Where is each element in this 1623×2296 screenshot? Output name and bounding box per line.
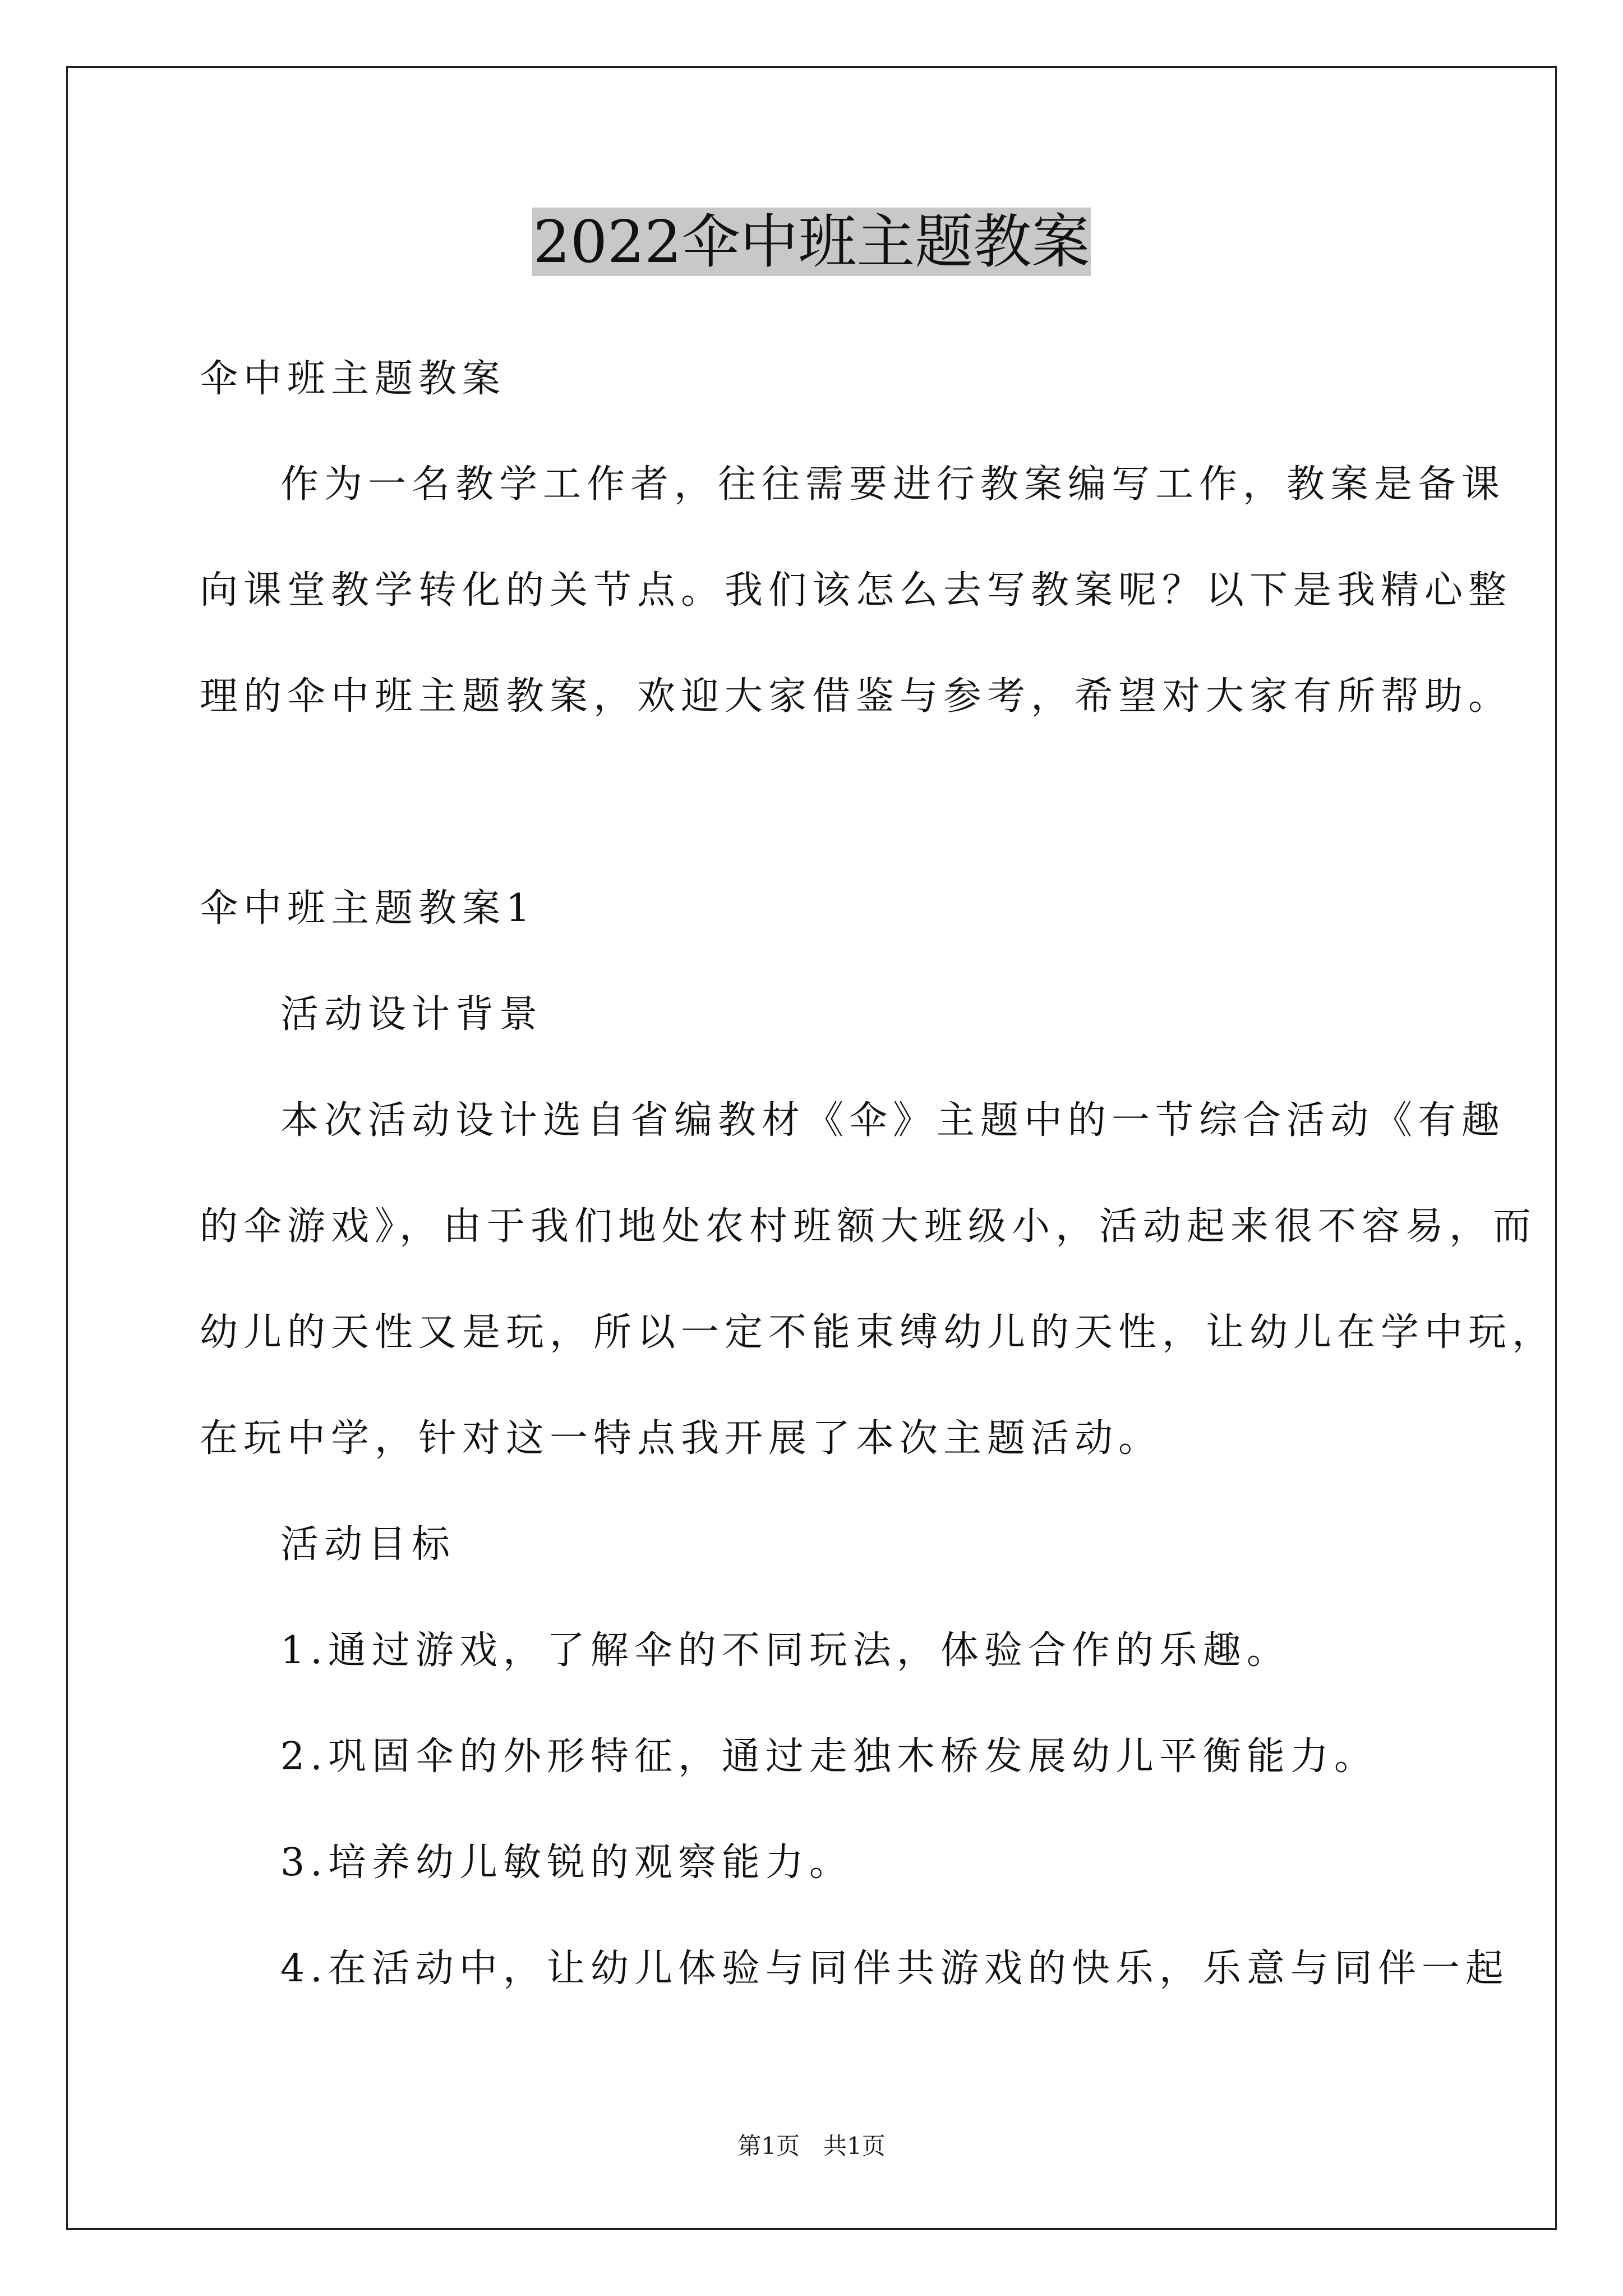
list-item: 1.通过游戏，了解伞的不同玩法，体验合作的乐趣。 bbox=[280, 1628, 1290, 1673]
paragraph-line: 本次活动设计选自省编教材《伞》主题中的一节综合活动《有趣 bbox=[280, 1098, 1506, 1143]
paragraph-line: 的伞游戏》，由于我们地处农村班额大班级小，活动起来很不容易，而 bbox=[200, 1204, 1537, 1249]
subsection-heading: 活动目标 bbox=[280, 1522, 456, 1567]
list-item: 4.在活动中，让幼儿体验与同伴共游戏的快乐，乐意与同伴一起 bbox=[280, 1947, 1509, 1991]
paragraph-line: 在玩中学，针对这一特点我开展了本次主题活动。 bbox=[200, 1416, 1163, 1461]
paragraph-line: 理的伞中班主题教案，欢迎大家借鉴与参考，希望对大家有所帮助。 bbox=[200, 674, 1513, 719]
paragraph-line: 向课堂教学转化的关节点。我们该怎么去写教案呢？以下是我精心整 bbox=[200, 568, 1513, 613]
list-item: 3.培养幼儿敏锐的观察能力。 bbox=[280, 1841, 853, 1885]
section-heading: 伞中班主题教案 bbox=[200, 357, 506, 401]
document-title: 2022伞中班主题教案 bbox=[533, 208, 1090, 276]
paragraph-line: 作为一名教学工作者，往往需要进行教案编写工作，教案是备课 bbox=[280, 462, 1506, 507]
list-item: 2.巩固伞的外形特征，通过走独木桥发展幼儿平衡能力。 bbox=[280, 1734, 1378, 1779]
title-container bbox=[0, 208, 1623, 276]
paragraph-line: 幼儿的天性又是玩，所以一定不能束缚幼儿的天性，让幼儿在学中玩， bbox=[200, 1310, 1556, 1355]
subsection-heading: 活动设计背景 bbox=[280, 992, 543, 1037]
page-footer: 第1页 共1页 bbox=[737, 2132, 886, 2160]
section-heading: 伞中班主题教案1 bbox=[200, 886, 536, 931]
